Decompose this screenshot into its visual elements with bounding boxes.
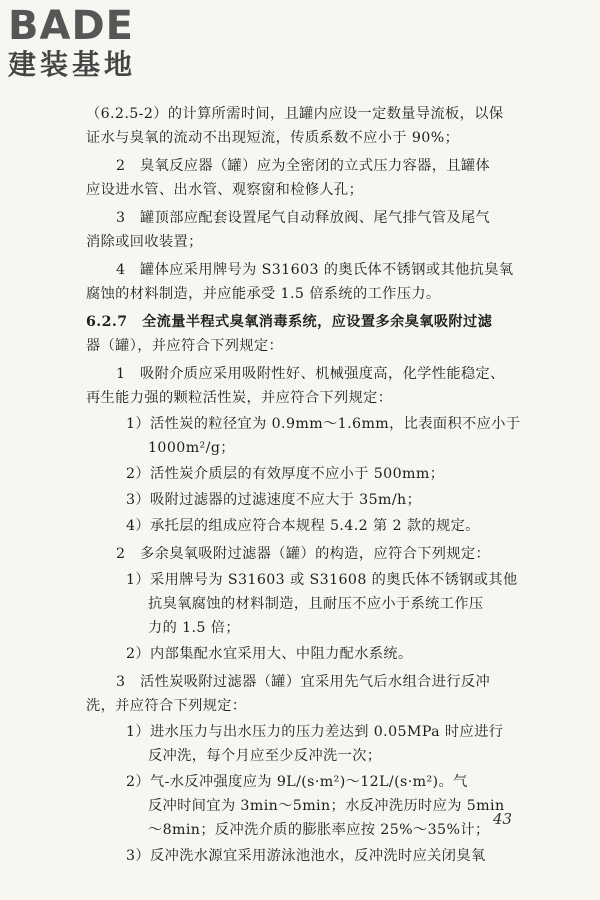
list-item: 1）采用牌号为 S31603 或 S31608 的奥氏体不锈钢或其他 bbox=[126, 572, 518, 588]
text-line: 2 多余臭氧吸附过滤器（罐）的构造，应符合下列规定： bbox=[116, 546, 491, 562]
text-line: 1 吸附介质应采用吸附性好、机械强度高，化学性能稳定、 bbox=[116, 366, 505, 382]
text-line: 力的 1.5 倍； bbox=[148, 620, 240, 636]
brand-logo bbox=[8, 4, 178, 82]
text-line: 抗臭氧腐蚀的材料制造，且耐压不应小于系统工作压 bbox=[148, 596, 484, 612]
list-item: 3）吸附过滤器的过滤速度不应大于 35m/h； bbox=[126, 492, 422, 508]
text-line: （6.2.5-2）的计算所需时间，且罐内应设一定数量导流板，以保 bbox=[86, 106, 504, 122]
list-item: 4）承托层的组成应符合本规程 5.4.2 第 2 款的规定。 bbox=[126, 518, 480, 534]
text-line: 3 罐顶部应配套设置尾气自动释放阀、尾气排气管及尾气 bbox=[116, 210, 491, 226]
text-line: 器（罐），并应符合下列规定： bbox=[86, 338, 284, 354]
text-line: 反冲洗，每个月应至少反冲洗一次； bbox=[148, 748, 382, 764]
text-line: 2 臭氧反应器（罐）应为全密闭的立式压力容器，且罐体 bbox=[116, 158, 491, 174]
text-line: ～8min；反冲洗介质的膨胀率应按 25%～35%计； bbox=[148, 822, 490, 838]
text-line: 腐蚀的材料制造，并应能承受 1.5 倍系统的工作压力。 bbox=[86, 286, 441, 302]
text-line: 证水与臭氧的流动不出现短流，传质系数不应小于 90%； bbox=[86, 130, 460, 146]
text-line: 3 活性炭吸附过滤器（罐）宜采用先气后水组合进行反冲 bbox=[116, 674, 491, 690]
text-line: 4 罐体应采用牌号为 S31603 的奥氏体不锈钢或其他抗臭氧 bbox=[116, 262, 514, 278]
text-line: 再生能力强的颗粒活性炭，并应符合下列规定： bbox=[86, 390, 393, 406]
list-item: 2）活性炭介质层的有效厚度不应小于 500mm； bbox=[126, 466, 445, 482]
text-line: 洗，并应符合下列规定： bbox=[86, 698, 247, 714]
list-item: 2）内部集配水宜采用大、中阻力配水系统。 bbox=[126, 646, 413, 662]
page-number: 43 bbox=[492, 810, 512, 828]
text-line: 消除或回收装置； bbox=[86, 234, 203, 250]
clause-heading: 6.2.7 全流量半程式臭氧消毒系统，应设置多余臭氧吸附过滤 bbox=[86, 314, 493, 330]
list-item: 1）活性炭的粒径宜为 0.9mm～1.6mm，比表面积不应小于 bbox=[126, 416, 521, 432]
logo-brand-text: BADE bbox=[8, 3, 134, 49]
text-line: 1000m²/g； bbox=[148, 440, 235, 456]
logo-subtitle: 建装基地 bbox=[8, 48, 137, 81]
text-line: 反冲时间宜为 3min～5min；水反冲洗历时应为 5min bbox=[148, 798, 505, 814]
text-line: 应设进水管、出水管、观察窗和检修人孔； bbox=[86, 182, 364, 198]
list-item: 3）反冲洗水源宜采用游泳池池水，反冲洗时应关闭臭氧 bbox=[126, 848, 486, 864]
list-item: 2）气-水反冲强度应为 9L/(s·m²)～12L/(s·m²)。气 bbox=[126, 774, 468, 790]
list-item: 1）进水压力与出水压力的压力差达到 0.05MPa 时应进行 bbox=[126, 724, 504, 740]
